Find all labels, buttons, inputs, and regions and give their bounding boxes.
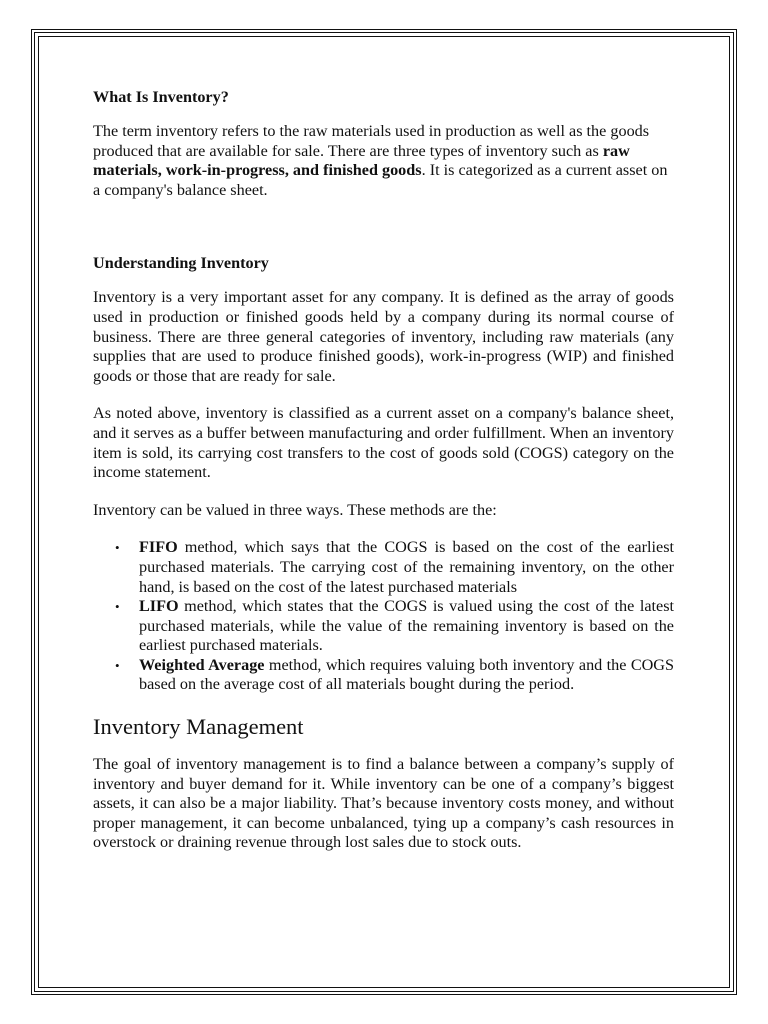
inventory-types-bold: raw materials, work-in-progress, and finished goods [93,141,630,180]
definition-text-start: The term inventory refers to the raw materials used in production as well as the goods produced that are available for sale. There are three types of inventory such as [93,122,650,160]
heading-understanding-inventory: Understanding Inventory [93,254,269,273]
paragraph-inventory-definition [93,122,674,200]
heading-inventory-management: Inventory Management [93,714,304,740]
method-name: LIFO [139,597,179,616]
paragraph-valuation-intro: Inventory can be valued in three ways. These methods are the: [93,500,497,519]
definition-text-end: . It is categorized as a current asset on a company's balance sheet. [93,161,668,199]
list-item-weighted-average [115,655,674,695]
method-name: Weighted Average [139,655,265,674]
method-name: FIFO [139,538,178,557]
list-item-fifo [115,538,674,597]
bullet-icon: • [115,599,120,615]
method-description: method, which states that the COGS is valued using the cost of the latest purchased materials, while the value of the remaining inventory is based on the earliest purchased materials. [139,597,674,655]
list-item-lifo [115,597,674,656]
method-description: method, which says that the COGS is based on the cost of the earliest purchased materials. The carrying cost of the remaining inventory, on the other hand, is based on the cost of the latest purchased materials [139,538,674,596]
paragraph-understanding-2: As noted above, inventory is classified as a current asset on a company's balance sheet, and it serves as a buffer between manufacturing and order fulfillment. When an inventory item is sold, its carrying cost transfers to the cost of goods sold (COGS) category on the income statement. [93,404,674,482]
bullet-icon: • [115,540,120,556]
bullet-icon: • [115,657,120,673]
heading-what-is-inventory: What Is Inventory? [93,88,229,106]
valuation-methods-list [93,538,674,695]
document-body [93,86,674,853]
paragraph-inventory-management: The goal of inventory management is to find a balance between a company’s supply of inventory and buyer demand for it. While inventory can be one of a company’s biggest assets, it can also be a major liability. That’s because inventory costs money, and without proper management, it can become unbalanced, tying up a company’s cash resources in overstock or draining revenue through lost sales due to stock outs. [93,755,674,852]
method-description: method, which requires valuing both inventory and the COGS based on the average cost of all materials bought during the period. [139,655,674,694]
paragraph-understanding-1: Inventory is a very important asset for any company. It is defined as the array of goods used in production or finished goods held by a company during its normal course of business. There are three general categories of inventory, including raw materials (any supplies that are used to produce finished goods), work-in-progress (WIP) and finished goods or those that are ready for sale. [93,288,674,385]
